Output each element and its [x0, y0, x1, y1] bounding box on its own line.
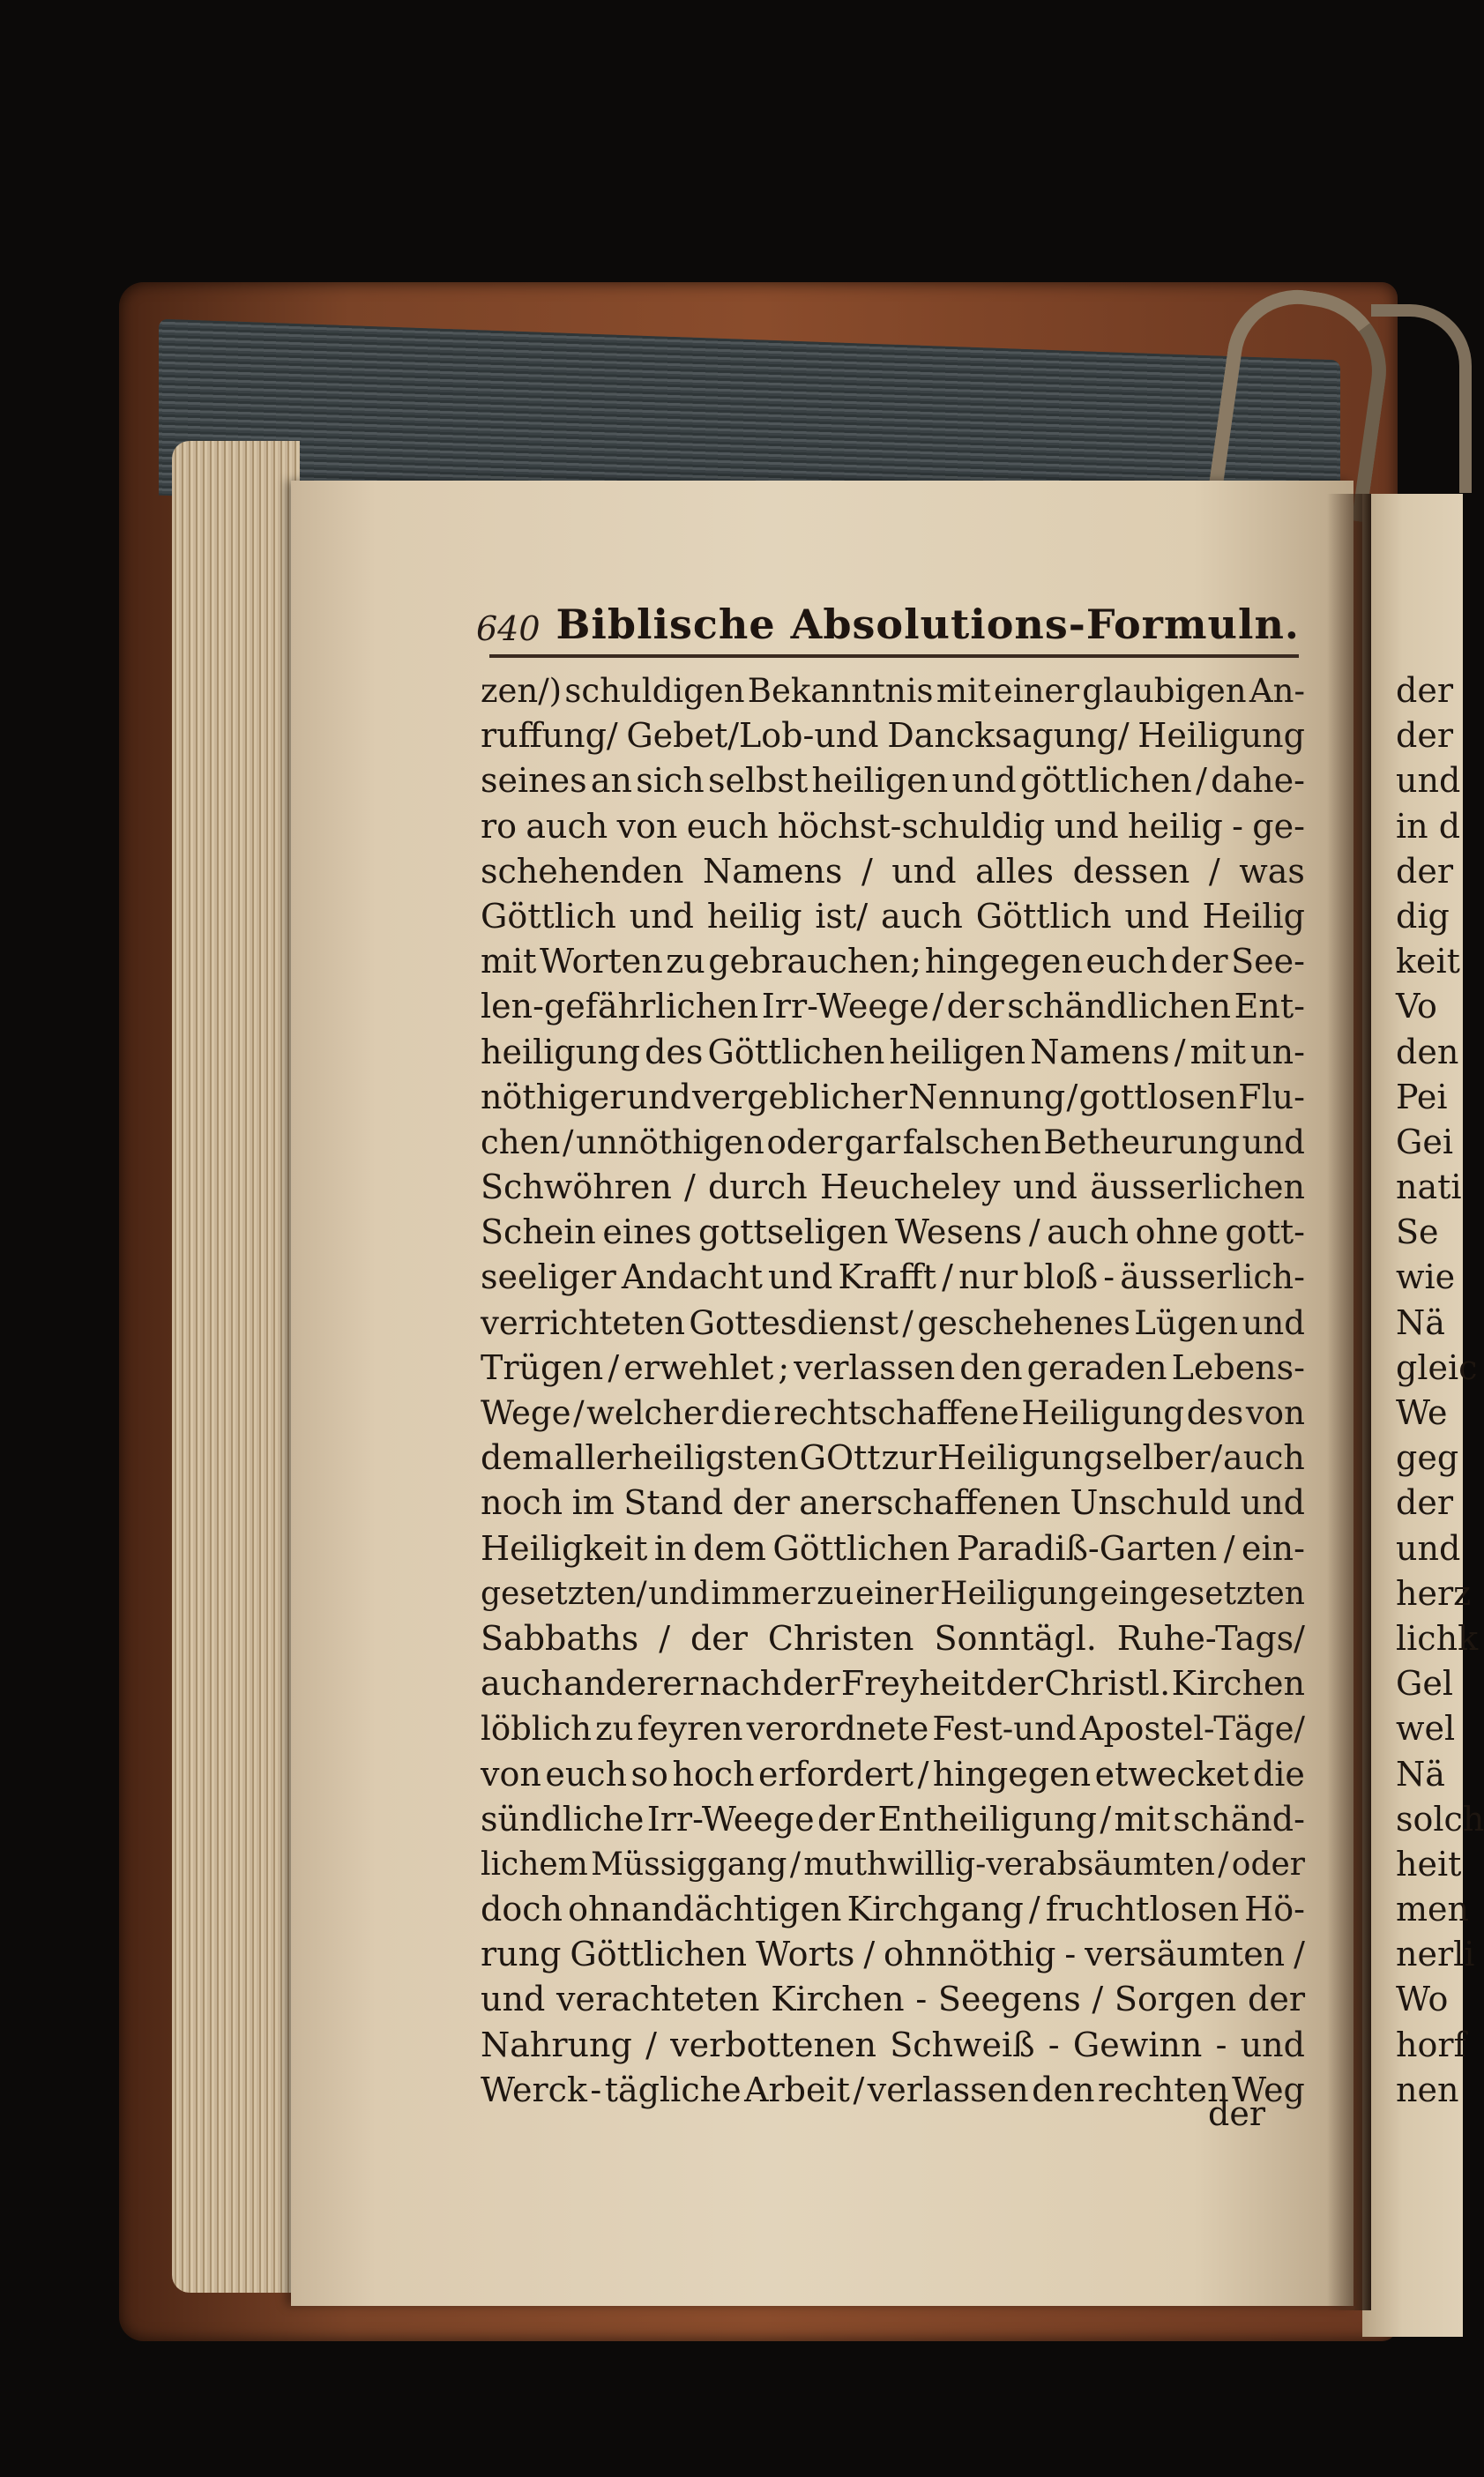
right-page-fragment: wie — [1396, 1257, 1456, 1297]
text-line: mit Worten zu gebrauchen; hingegen euch der See- — [481, 942, 1305, 981]
right-page-fragment: der — [1396, 851, 1453, 891]
text-line: Werck - tägliche Arbeit / verlassen den rechten Weg — [481, 2070, 1305, 2109]
right-page-fragment: der — [1396, 716, 1453, 756]
text-line: nöthiger und vergeblicher Nennung / gottlosen Flu- — [481, 1077, 1305, 1116]
text-line: heiligung des Göttlichen heiligen Namens / mit un- — [481, 1032, 1305, 1071]
right-page-fragment: men — [1396, 1890, 1469, 1929]
right-page-fragment: Nä — [1396, 1754, 1445, 1794]
catchword: der — [1208, 2094, 1265, 2133]
text-line: rung Göttlichen Worts / ohnnöthig - versäumten / — [481, 1935, 1305, 1974]
right-page-fragment: nati — [1396, 1168, 1462, 1207]
page-number: 640 — [476, 609, 541, 648]
text-line: seeliger Andacht und Krafft / nur bloß - äusserlich- — [481, 1257, 1305, 1297]
text-line: seines an sich selbst heiligen und göttlichen / dahe- — [481, 761, 1305, 801]
right-page-fragment: solch — [1396, 1799, 1484, 1839]
text-line: schehenden Namens / und alles dessen / was — [481, 851, 1305, 891]
right-page-fragment: keit — [1396, 942, 1460, 981]
right-page-fragment: der — [1396, 671, 1453, 710]
bookmark-ribbon-end — [1371, 304, 1472, 493]
page-header — [476, 586, 1301, 648]
text-line: verrichteten Gottesdienst / geschehenes Lügen und — [481, 1303, 1305, 1342]
text-line: lichem Müssiggang / muthwillig-verabsäumten / oder — [481, 1846, 1305, 1883]
right-page-fragment: heit — [1396, 1844, 1462, 1884]
right-page-fragment: dig — [1396, 896, 1450, 936]
right-page-fragment: nerli — [1396, 1935, 1475, 1974]
running-head: Biblische Absolutions-Formuln. — [556, 601, 1300, 648]
text-line: Sabbaths / der Christen Sonntägl. Ruhe-Tags/ — [481, 1618, 1305, 1658]
right-page-fragment: wel — [1396, 1709, 1456, 1749]
body-text — [481, 668, 1305, 2113]
text-line: Wege / welcher die rechtschaffene Heiligung des von — [481, 1394, 1305, 1432]
page-block-side-edge — [172, 441, 300, 2293]
right-page-fragment: Vo — [1396, 987, 1437, 1026]
text-line: dem allerheiligsten GOtt zur Heiligung selber / auch — [481, 1438, 1305, 1478]
text-line: noch im Stand der anerschaffenen Unschuld und — [481, 1483, 1305, 1523]
text-line: doch ohnandächtigen Kirchgang / fruchtlosen Hö- — [481, 1890, 1305, 1929]
right-page-fragment: und — [1396, 1528, 1461, 1568]
text-line: und verachteten Kirchen - Seegens / Sorgen der — [481, 1980, 1305, 2019]
text-line: Nahrung / verbottenen Schweiß - Gewinn - und — [481, 2025, 1305, 2064]
right-page-fragment: Pei — [1396, 1077, 1448, 1116]
text-line: sündliche Irr-Weege der Entheiligung / mit schänd- — [481, 1799, 1305, 1839]
text-line: chen / unnöthigen oder gar falschen Betheurung und — [481, 1123, 1305, 1161]
text-line: Schwöhren / durch Heucheley und äusserlichen — [481, 1168, 1305, 1207]
text-line: von euch so hoch erfordert / hingegen etwecket die — [481, 1754, 1305, 1794]
text-line: Göttlich und heilig ist/ auch Göttlich und Heilig — [481, 896, 1305, 936]
header-rule — [489, 654, 1299, 658]
text-line: ruffung/ Gebet/Lob-und Dancksagung/ Heiligung — [481, 716, 1305, 756]
right-page-fragment: Wo — [1396, 1980, 1449, 2019]
text-line: Schein eines gottseligen Wesens / auch ohne gott- — [481, 1212, 1305, 1252]
text-line: Trügen / erwehlet ; verlassen den geraden Lebens- — [481, 1347, 1305, 1387]
text-line: len-gefährlichen Irr-Weege / der schändlichen Ent- — [481, 987, 1305, 1026]
right-page-fragment: Se — [1396, 1212, 1439, 1252]
text-line: zen/) schuldigen Bekanntnis mit einer glaubigen An- — [481, 672, 1305, 710]
right-page-fragment: und — [1396, 761, 1461, 801]
right-page-fragment: lichk — [1396, 1618, 1479, 1658]
right-page-fragment: gleic — [1396, 1347, 1478, 1387]
right-page-fragment: Nä — [1396, 1302, 1445, 1342]
text-line: auch anderer nach der Freyheit der Christl. Kirchen — [481, 1664, 1305, 1704]
right-page-text — [1396, 668, 1484, 2113]
right-page-fragment: We — [1396, 1393, 1448, 1432]
right-page-fragment: nen — [1396, 2070, 1459, 2109]
text-line: löblich zu feyren verordnete Fest-und Apostel-Täge/ — [481, 1710, 1305, 1749]
right-page-fragment: herz — [1396, 1573, 1472, 1613]
right-page-fragment: in d — [1396, 806, 1461, 846]
text-line: Heiligkeit in dem Göttlichen Paradiß-Garten / ein- — [481, 1528, 1305, 1568]
right-page-fragment: geg — [1396, 1438, 1459, 1478]
right-page-fragment: horf — [1396, 2025, 1466, 2064]
right-page-fragment: Gel — [1396, 1664, 1453, 1704]
text-line: ro auch von euch höchst-schuldig und heilig - ge- — [481, 806, 1305, 846]
right-page-fragment: der — [1396, 1483, 1453, 1523]
text-line: gesetzten/ und immer zu einer Heiligung eingesetzten — [481, 1575, 1305, 1612]
right-page-fragment: den — [1396, 1032, 1459, 1071]
right-page-fragment: Gei — [1396, 1122, 1453, 1161]
book-gutter — [1327, 494, 1371, 2310]
